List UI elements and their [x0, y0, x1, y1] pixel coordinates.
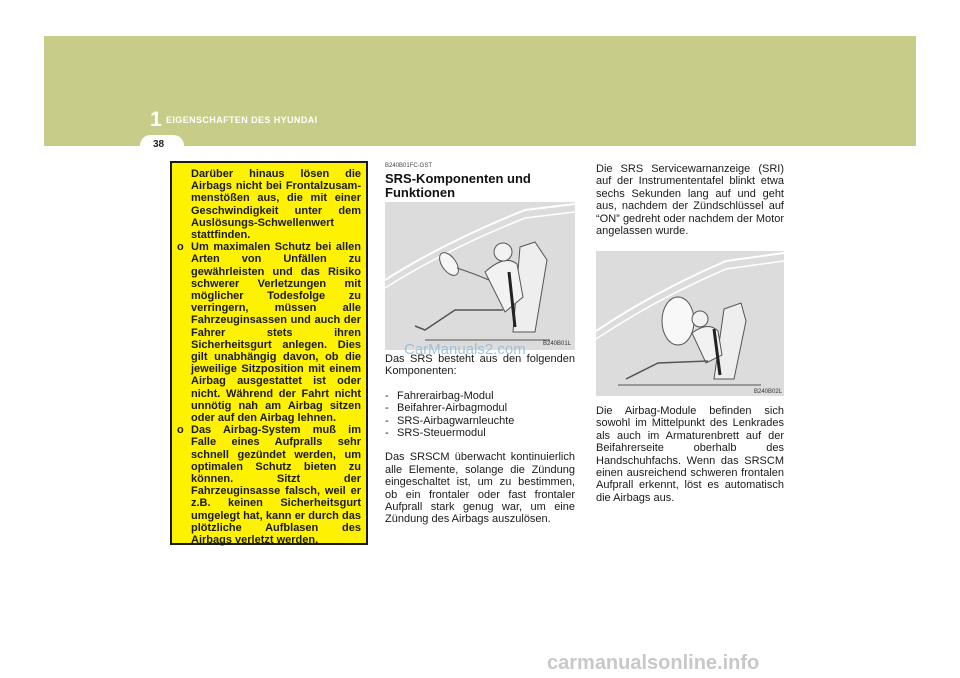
warning-bullet: [177, 424, 361, 546]
warning-bullet-text: Um maximalen Schutz bei allen Arten von Unfällen zu gewährleisten und das Risiko schwerer Verletzungen mit möglicher Todesfolge zu verringern, müssen alle Fahrzeuginsassen und auch der Fahrer stets ihren Sicherheitsgurt anlegen. Dies gilt unabhängig davon, ob die jeweilige Sitzposition mit einem Airbag ausgestattet ist oder nicht. Während der Fahrt nicht unnötig nah am Airbag sitzen oder auf den Airbag lehnen.: [191, 241, 361, 425]
list-item: - Beifahrer-Airbagmodul: [385, 402, 508, 415]
driver-airbag-illustration: [385, 202, 575, 350]
section-code: B240B01FC-GST: [385, 163, 433, 169]
header-band: [44, 36, 916, 146]
srscm-paragraph: Das SRSCM überwacht kontinuierlich alle Elemente, solange die Zündung eingeschaltet ist, um zu bestimmen, ob ein frontaler oder fast frontaler Aufprall stark genug war, um eine Zündung des Airbags auszulösen.: [385, 451, 575, 526]
chapter-number: 1: [150, 108, 162, 131]
warning-intro: Darüber hinaus lösen die Airbags nicht bei Frontalzusam-menstößen aus, die mit einer Geschwindigkeit unter dem Auslösungs-Schwellenwert stattfinden.: [191, 168, 361, 242]
list-item: - Fahrerairbag-Modul: [385, 389, 494, 402]
components-list: [385, 390, 575, 440]
figure-passenger-airbag: [596, 251, 784, 396]
list-item: - SRS-Steuermodul: [385, 427, 486, 440]
passenger-airbag-illustration: [596, 251, 784, 396]
modules-paragraph: Die Airbag-Module befinden sich sowohl im Mittelpunkt des Lenkrades als auch im Armaturenbrett auf der Beifahrerseite oberhalb des Handschuhfachs. Wenn das SRSCM einen ausreichend schweren frontalen Aufprall erkennt, löst es automatisch die Airbags aus.: [596, 405, 784, 504]
list-item: - SRS-Airbagwarnleuchte: [385, 414, 515, 427]
figure-label: B240B02L: [754, 389, 783, 395]
components-intro: Das SRS besteht aus den folgenden Komponenten:: [385, 353, 575, 378]
section-column: [385, 163, 575, 200]
bullet-mark: o: [177, 241, 184, 254]
section-title: SRS-Komponenten und Funktionen: [385, 171, 531, 200]
warning-bullet-text: Das Airbag-System muß im Falle eines Aufpralls sehr schnell gezündet werden, um optimalen Schutz bieten zu können. Sitzt der Fahrzeuginsasse falsch, weil er z.B. keinen Sicherheitsgurt umgelegt hat, kann er durch das plötzliche Aufblasen des Airbags verletzt werden.: [191, 424, 361, 547]
figure-label: B240B01L: [543, 341, 572, 347]
warning-bullet: [177, 241, 361, 424]
section-body: [385, 353, 575, 526]
warning-box: [170, 161, 368, 545]
watermark-bottom: carmanualsonline.info: [547, 652, 760, 674]
figure-driver-airbag: [385, 202, 575, 350]
bullet-mark: o: [177, 424, 184, 437]
sri-paragraph: Die SRS Servicewarnanzeige (SRI) auf der Instrumententafel blinkt etwa sechs Sekunden lang auf und geht aus, nachdem der Zündschlüssel auf “ON” gedreht oder nachdem der Motor angelassen wurde.: [596, 163, 784, 238]
chapter-title: EIGENSCHAFTEN DES HYUNDAI: [166, 115, 318, 125]
page-number: 38: [153, 139, 165, 150]
watermark-top: CarManuals2.com: [404, 341, 526, 358]
